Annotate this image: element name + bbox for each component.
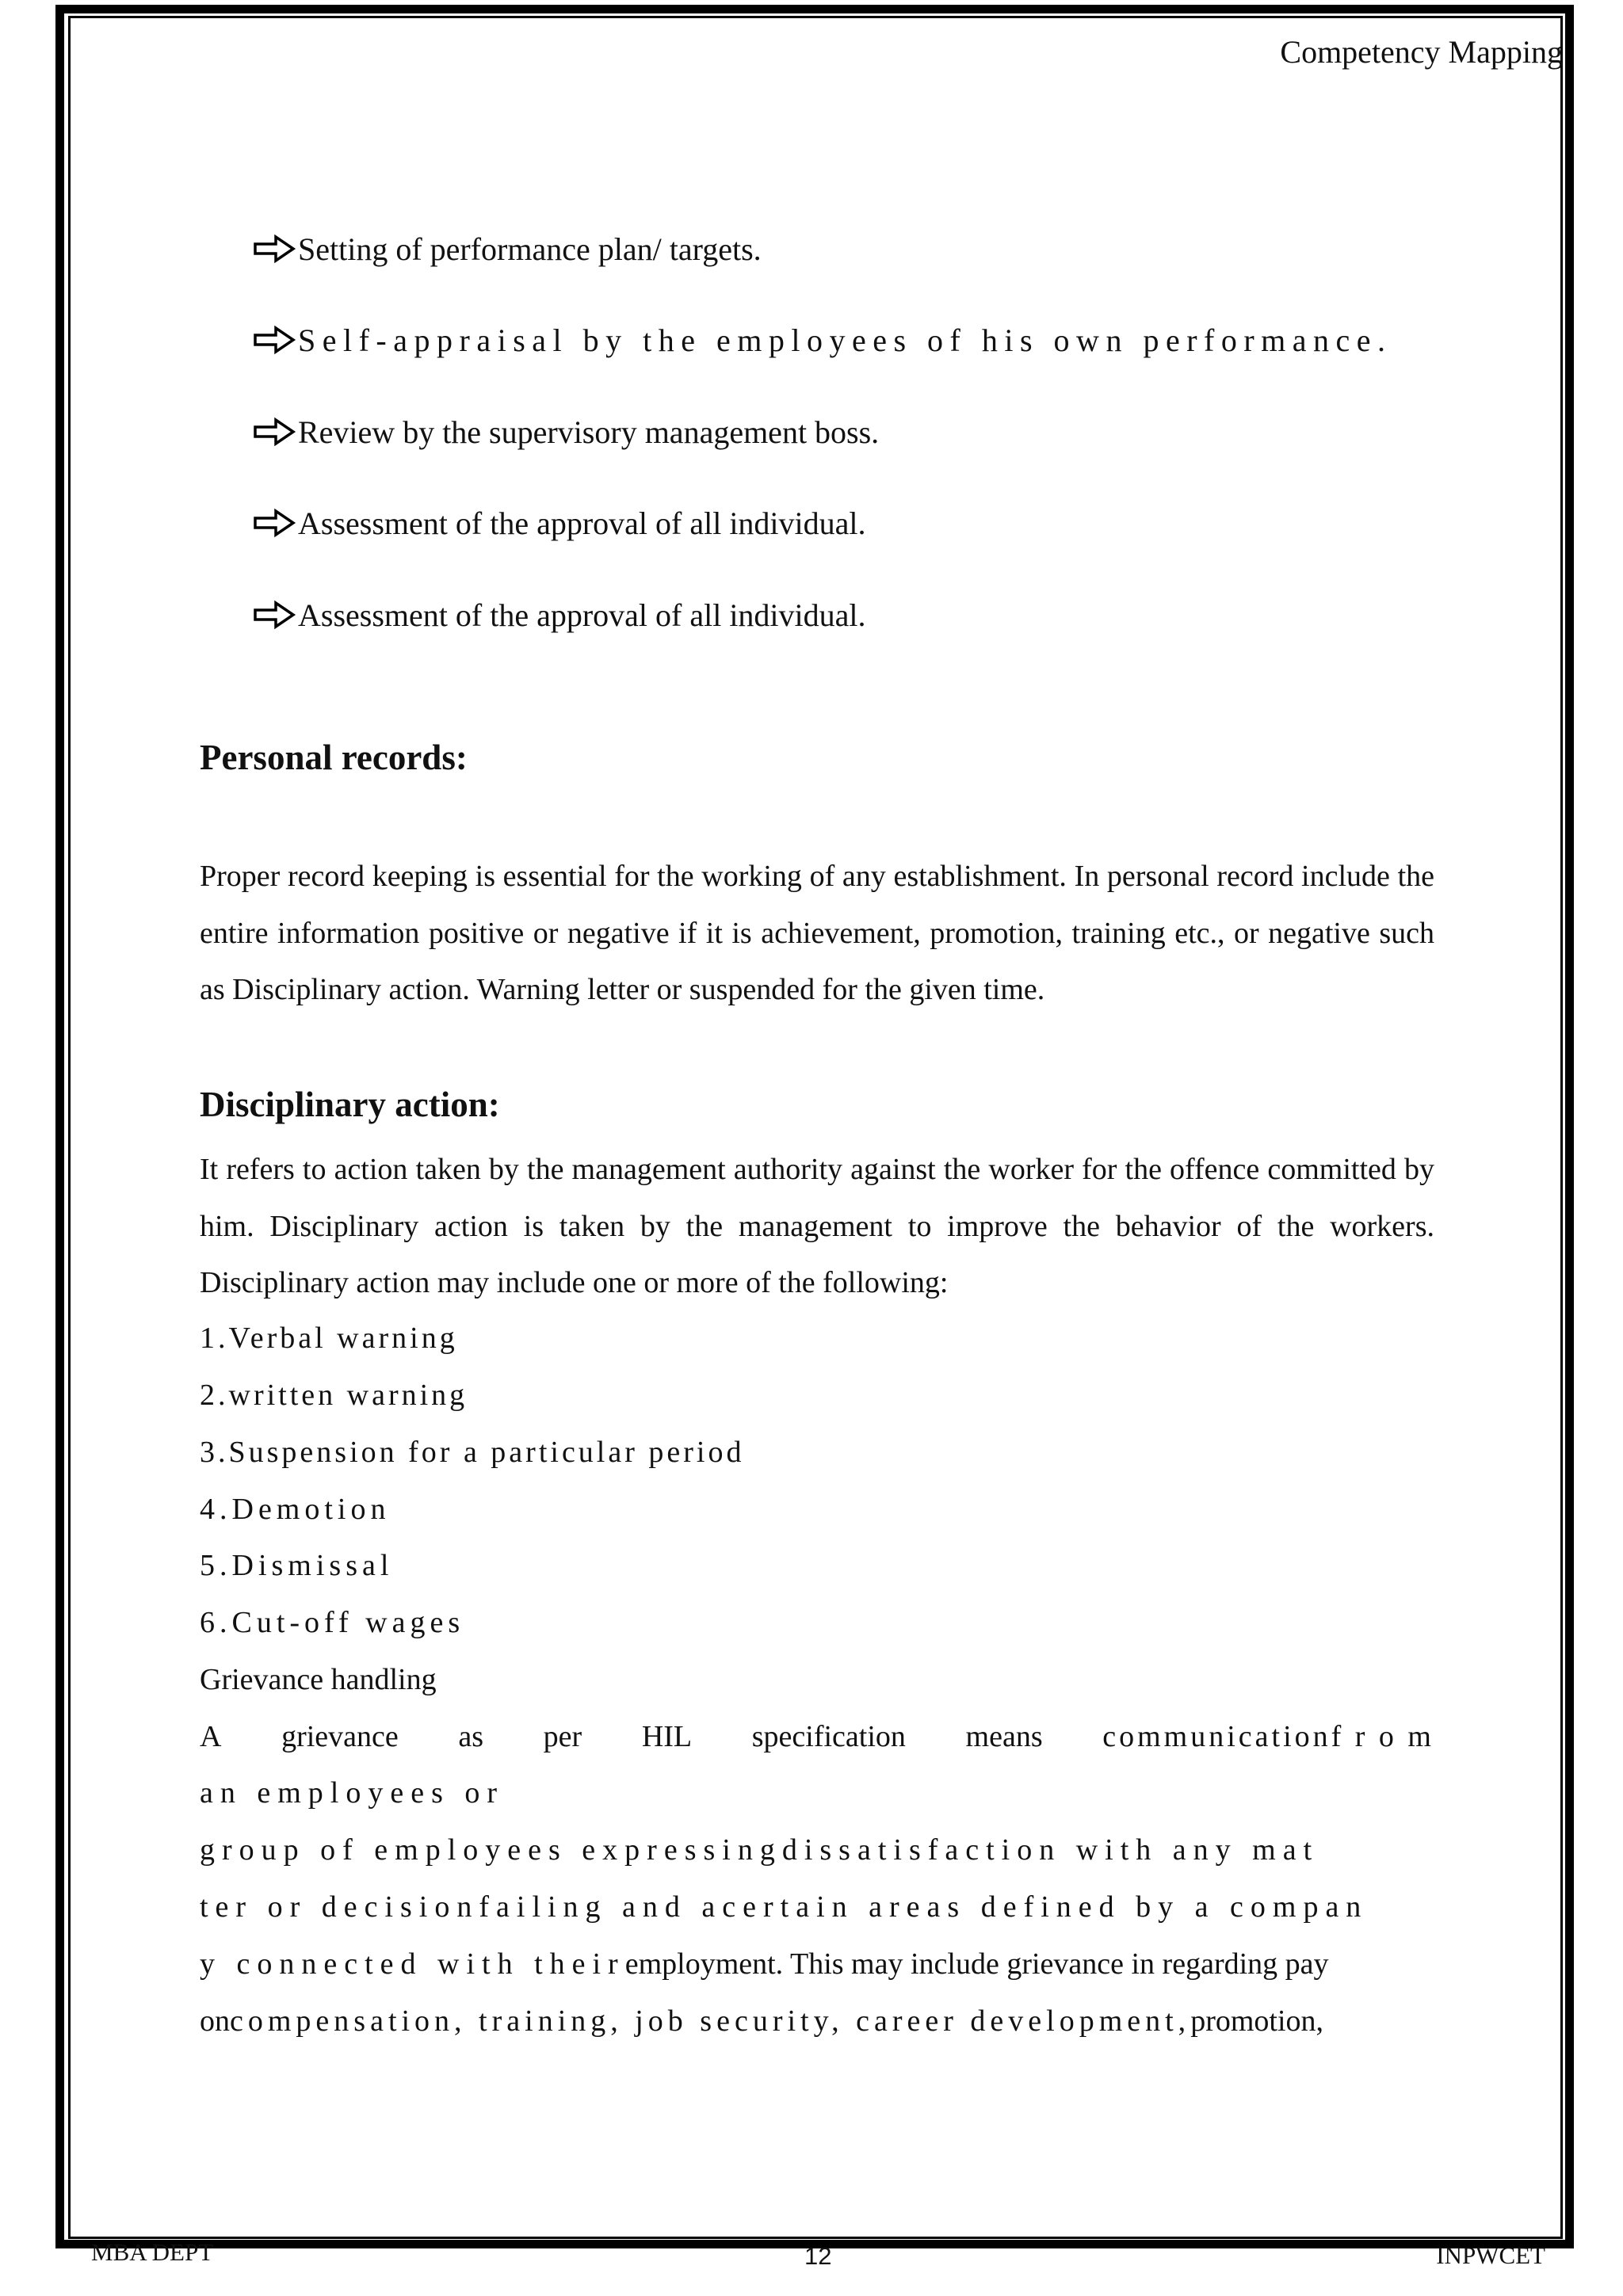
list-item: 3.Suspension for a particular period <box>200 1436 745 1469</box>
disciplinary-paragraph: It refers to action taken by the management authority against the worker for the offence committed by him. Disciplinary action is taken by the management to improve the behavior of the workers. Disciplinary action may include one or more of the following: <box>200 1153 1434 1299</box>
word: A <box>200 1720 222 1753</box>
word: communicationf r o m <box>1102 1720 1434 1753</box>
bullet-text: Setting of performance plan/ targets. <box>298 231 762 267</box>
arrow-right-outline-icon <box>252 324 296 356</box>
arrow-right-outline-icon <box>252 599 296 631</box>
bullet-item <box>252 408 879 456</box>
footer-college: INPWCET <box>1436 2241 1545 2269</box>
bullet-item <box>252 499 866 547</box>
list-item: 6.Cut-off wages <box>200 1606 465 1639</box>
word: specification <box>751 1720 906 1753</box>
bullet-text: Review by the supervisory management boss. <box>298 414 880 450</box>
list-item: 5.Dismissal <box>200 1549 394 1582</box>
text-run: y connected with their <box>200 1947 625 1981</box>
list-item: 4.Demotion <box>200 1493 391 1526</box>
text-run: promotion, <box>1190 2004 1324 2038</box>
grievance-line <box>200 1719 1434 1754</box>
list-item: 2.written warning <box>200 1379 468 1412</box>
word: per <box>543 1720 582 1753</box>
bullet-text: Assessment of the approval of all individual. <box>298 597 866 633</box>
personal-records-paragraph: Proper record keeping is essential for the working of any establishment. In personal record include the entire information positive or negative if it is achievement, promotion, training etc., or negative such as Disciplinary action. Warning letter or suspended for the given time. <box>200 860 1434 1006</box>
bullet-item <box>252 225 762 273</box>
text-run: on <box>200 2004 230 2038</box>
word: HIL <box>641 1720 693 1753</box>
bullet-item <box>252 316 1392 364</box>
section-heading-disciplinary-action: Disciplinary action: <box>200 1085 500 1124</box>
footer-department: MBA DEPT <box>91 2238 214 2266</box>
bullet-text: Self-appraisal by the employees of his own performance. <box>298 322 1392 358</box>
text-run: employment. This may include grievance in regarding pay <box>624 1947 1329 1981</box>
bullet-item <box>252 591 866 639</box>
grievance-title: Grievance handling <box>200 1663 437 1696</box>
page-number: 12 <box>804 2242 832 2270</box>
word: grievance <box>281 1720 399 1753</box>
grievance-line: an employees or <box>200 1776 505 1810</box>
word: means <box>965 1720 1043 1753</box>
text-run: compensation, training, job security, career development, <box>230 2004 1191 2038</box>
word: as <box>458 1720 484 1753</box>
arrow-right-outline-icon <box>252 233 296 265</box>
grievance-line: group of employees expressingdissatisfaction with any mat <box>200 1833 1319 1867</box>
grievance-line <box>200 2004 1323 2039</box>
list-item: 1.Verbal warning <box>200 1322 458 1355</box>
running-header: Competency Mapping <box>1280 34 1563 70</box>
grievance-line: ter or decisionfailing and acertain areas defined by a compan <box>200 1890 1369 1924</box>
grievance-line <box>200 1947 1329 1981</box>
bullet-text: Assessment of the approval of all individual. <box>298 505 866 541</box>
arrow-right-outline-icon <box>252 416 296 448</box>
section-heading-personal-records: Personal records: <box>200 738 468 777</box>
arrow-right-outline-icon <box>252 507 296 539</box>
